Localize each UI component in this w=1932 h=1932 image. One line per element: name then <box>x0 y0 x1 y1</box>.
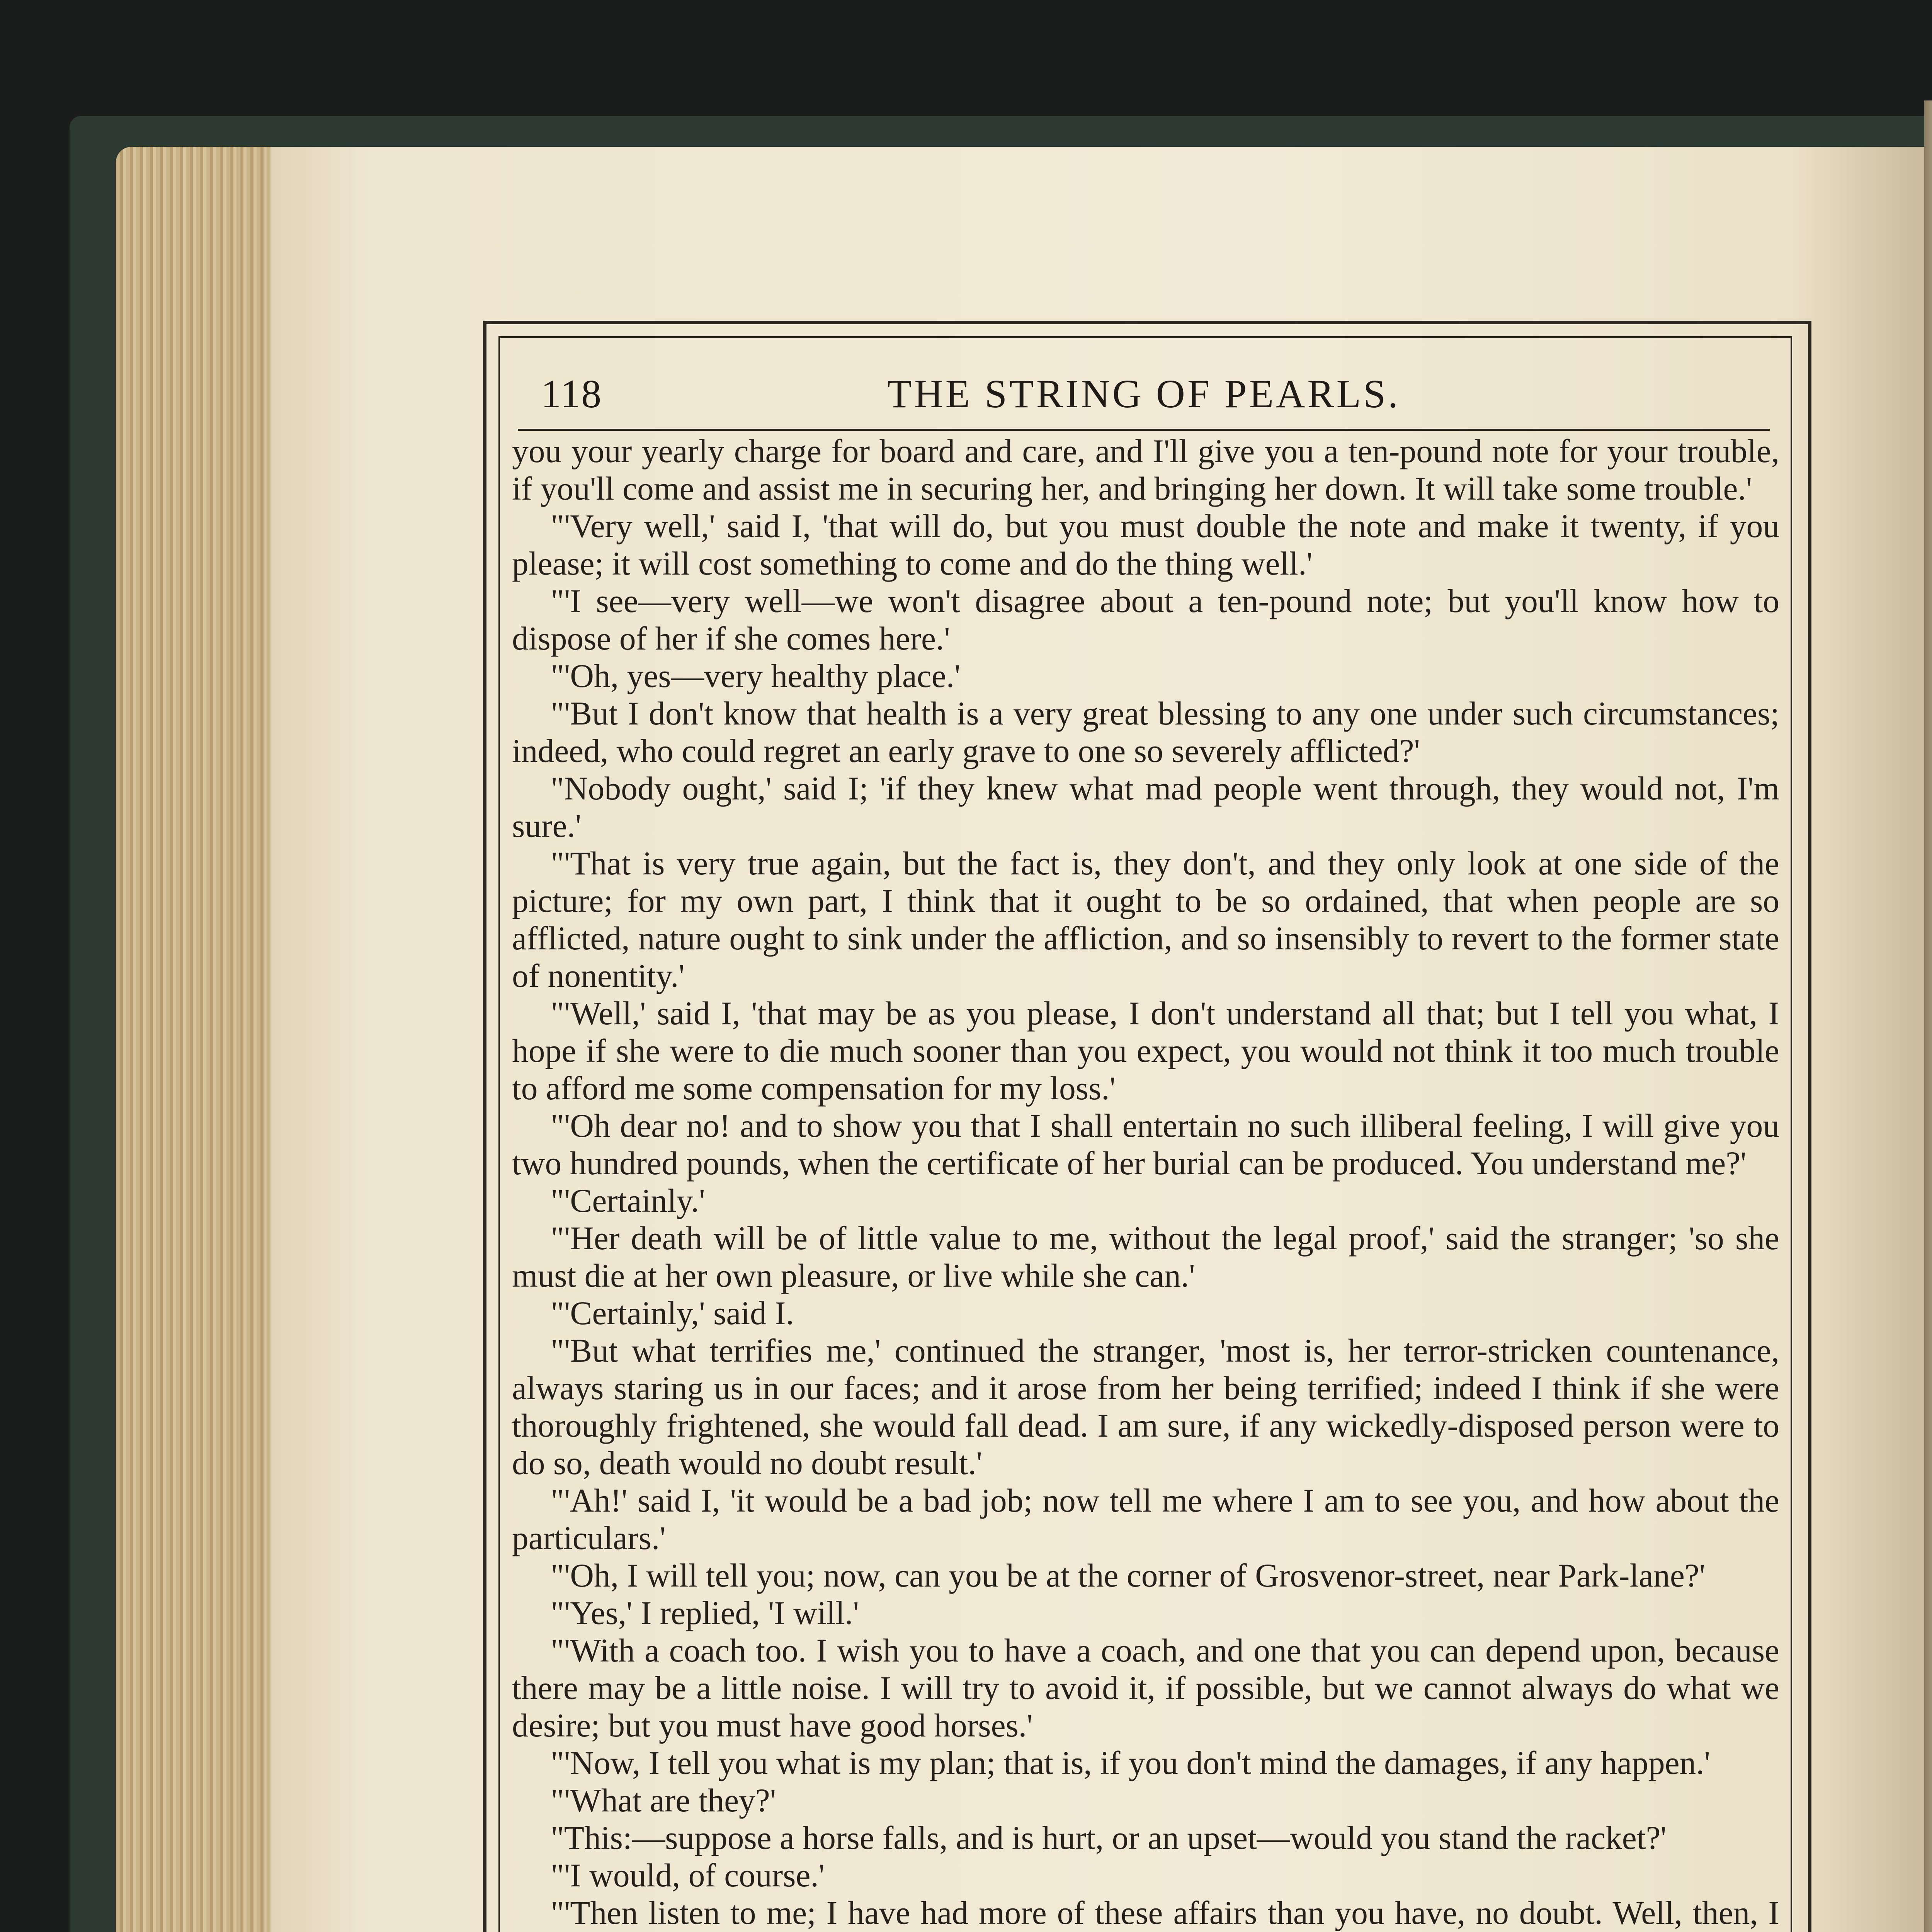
paragraph: "'Ah!' said I, 'it would be a bad job; now tell me where I am to see you, and how about the particulars.' <box>512 1483 1779 1556</box>
paragraph: "'But what terrifies me,' continued the stranger, 'most is, her terror-stricken countenance, always staring us in our faces; and it arose from her being terrified; indeed I think if she were thoroughly frightened, she would fall dead. I am sure, if any wickedly-disposed person were to do so, death would no doubt result.' <box>512 1333 1779 1481</box>
running-title: THE STRING OF PEARLS. <box>887 372 1400 416</box>
header-rule <box>518 429 1770 431</box>
paragraph: "'Well,' said I, 'that may be as you please, I don't understand all that; but I tell you what, I hope if she were to die much sooner than you expect, you would not think it too much trouble to afford me some compensation for my loss.' <box>512 995 1779 1107</box>
page-number: 118 <box>541 372 602 416</box>
paragraph: "'Oh, I will tell you; now, can you be at the corner of Grosvenor-street, near Park-lane?' <box>551 1558 1706 1594</box>
body-text <box>512 433 1779 1932</box>
paragraph: "'With a coach too. I wish you to have a coach, and one that you can depend upon, because there may be a little noise. I will try to avoid it, if possible, but we cannot always do what we desire; but you must have good horses.' <box>512 1633 1779 1744</box>
paragraph: "'Certainly.' <box>551 1183 705 1219</box>
paragraph: "'Very well,' said I, 'that will do, but you must double the note and make it twenty, if you please; it will cost something to come and do the thing well.' <box>512 508 1779 582</box>
paragraph: "'I would, of course.' <box>551 1857 825 1894</box>
paragraph: you your yearly charge for board and care, and I'll give you a ten-pound note for your trouble, if you'll come and assist me in securing her, and bringing her down. It will take some trouble.' <box>512 433 1779 507</box>
paragraph: "'Certainly,' said I. <box>551 1295 794 1332</box>
page-edges <box>116 147 282 1932</box>
paragraph: "'Now, I tell you what is my plan; that is, if you don't mind the damages, if any happen.' <box>551 1745 1711 1781</box>
paragraph: "'What are they?' <box>551 1782 776 1819</box>
paragraph: "'Yes,' I replied, 'I will.' <box>551 1595 859 1631</box>
paragraph: "'Oh dear no! and to show you that I shall entertain no such illiberal feeling, I will give you two hundred pounds, when the certificate of her burial can be produced. You understand me?' <box>512 1108 1779 1182</box>
paragraph: "'That is very true again, but the fact is, they don't, and they only look at one side of the picture; for my own part, I think that it ought to be so ordained, that when people are so afflicted, nature ought to sink under the affliction, and so insensibly to revert to the former state of nonentity.' <box>512 845 1779 994</box>
paragraph: "This:—suppose a horse falls, and is hurt, or an upset—would you stand the racket?' <box>551 1820 1667 1856</box>
page-header <box>518 371 1770 421</box>
paragraph: "'But I don't know that health is a very great blessing to any one under such circumstances; indeed, who could regret an early grave to one so severely afflicted?' <box>512 696 1779 769</box>
facing-page <box>1924 100 1932 1932</box>
paragraph: "Nobody ought,' said I; 'if they knew what mad people went through, they would not, I'm sure.' <box>512 770 1779 844</box>
paragraph: "'Oh, yes—very healthy place.' <box>551 658 961 694</box>
paragraph: "'Then listen to me; I have had more of these affairs than you have, no doubt. Well, then, I <box>551 1895 1779 1931</box>
paragraph: "'Her death will be of little value to me, without the legal proof,' said the stranger; 'so she must die at her own pleasure, or live while she can.' <box>512 1220 1779 1294</box>
paragraph: "'I see—very well—we won't disagree about a ten-pound note; but you'll know how to dispose of her if she comes here.' <box>512 583 1779 657</box>
